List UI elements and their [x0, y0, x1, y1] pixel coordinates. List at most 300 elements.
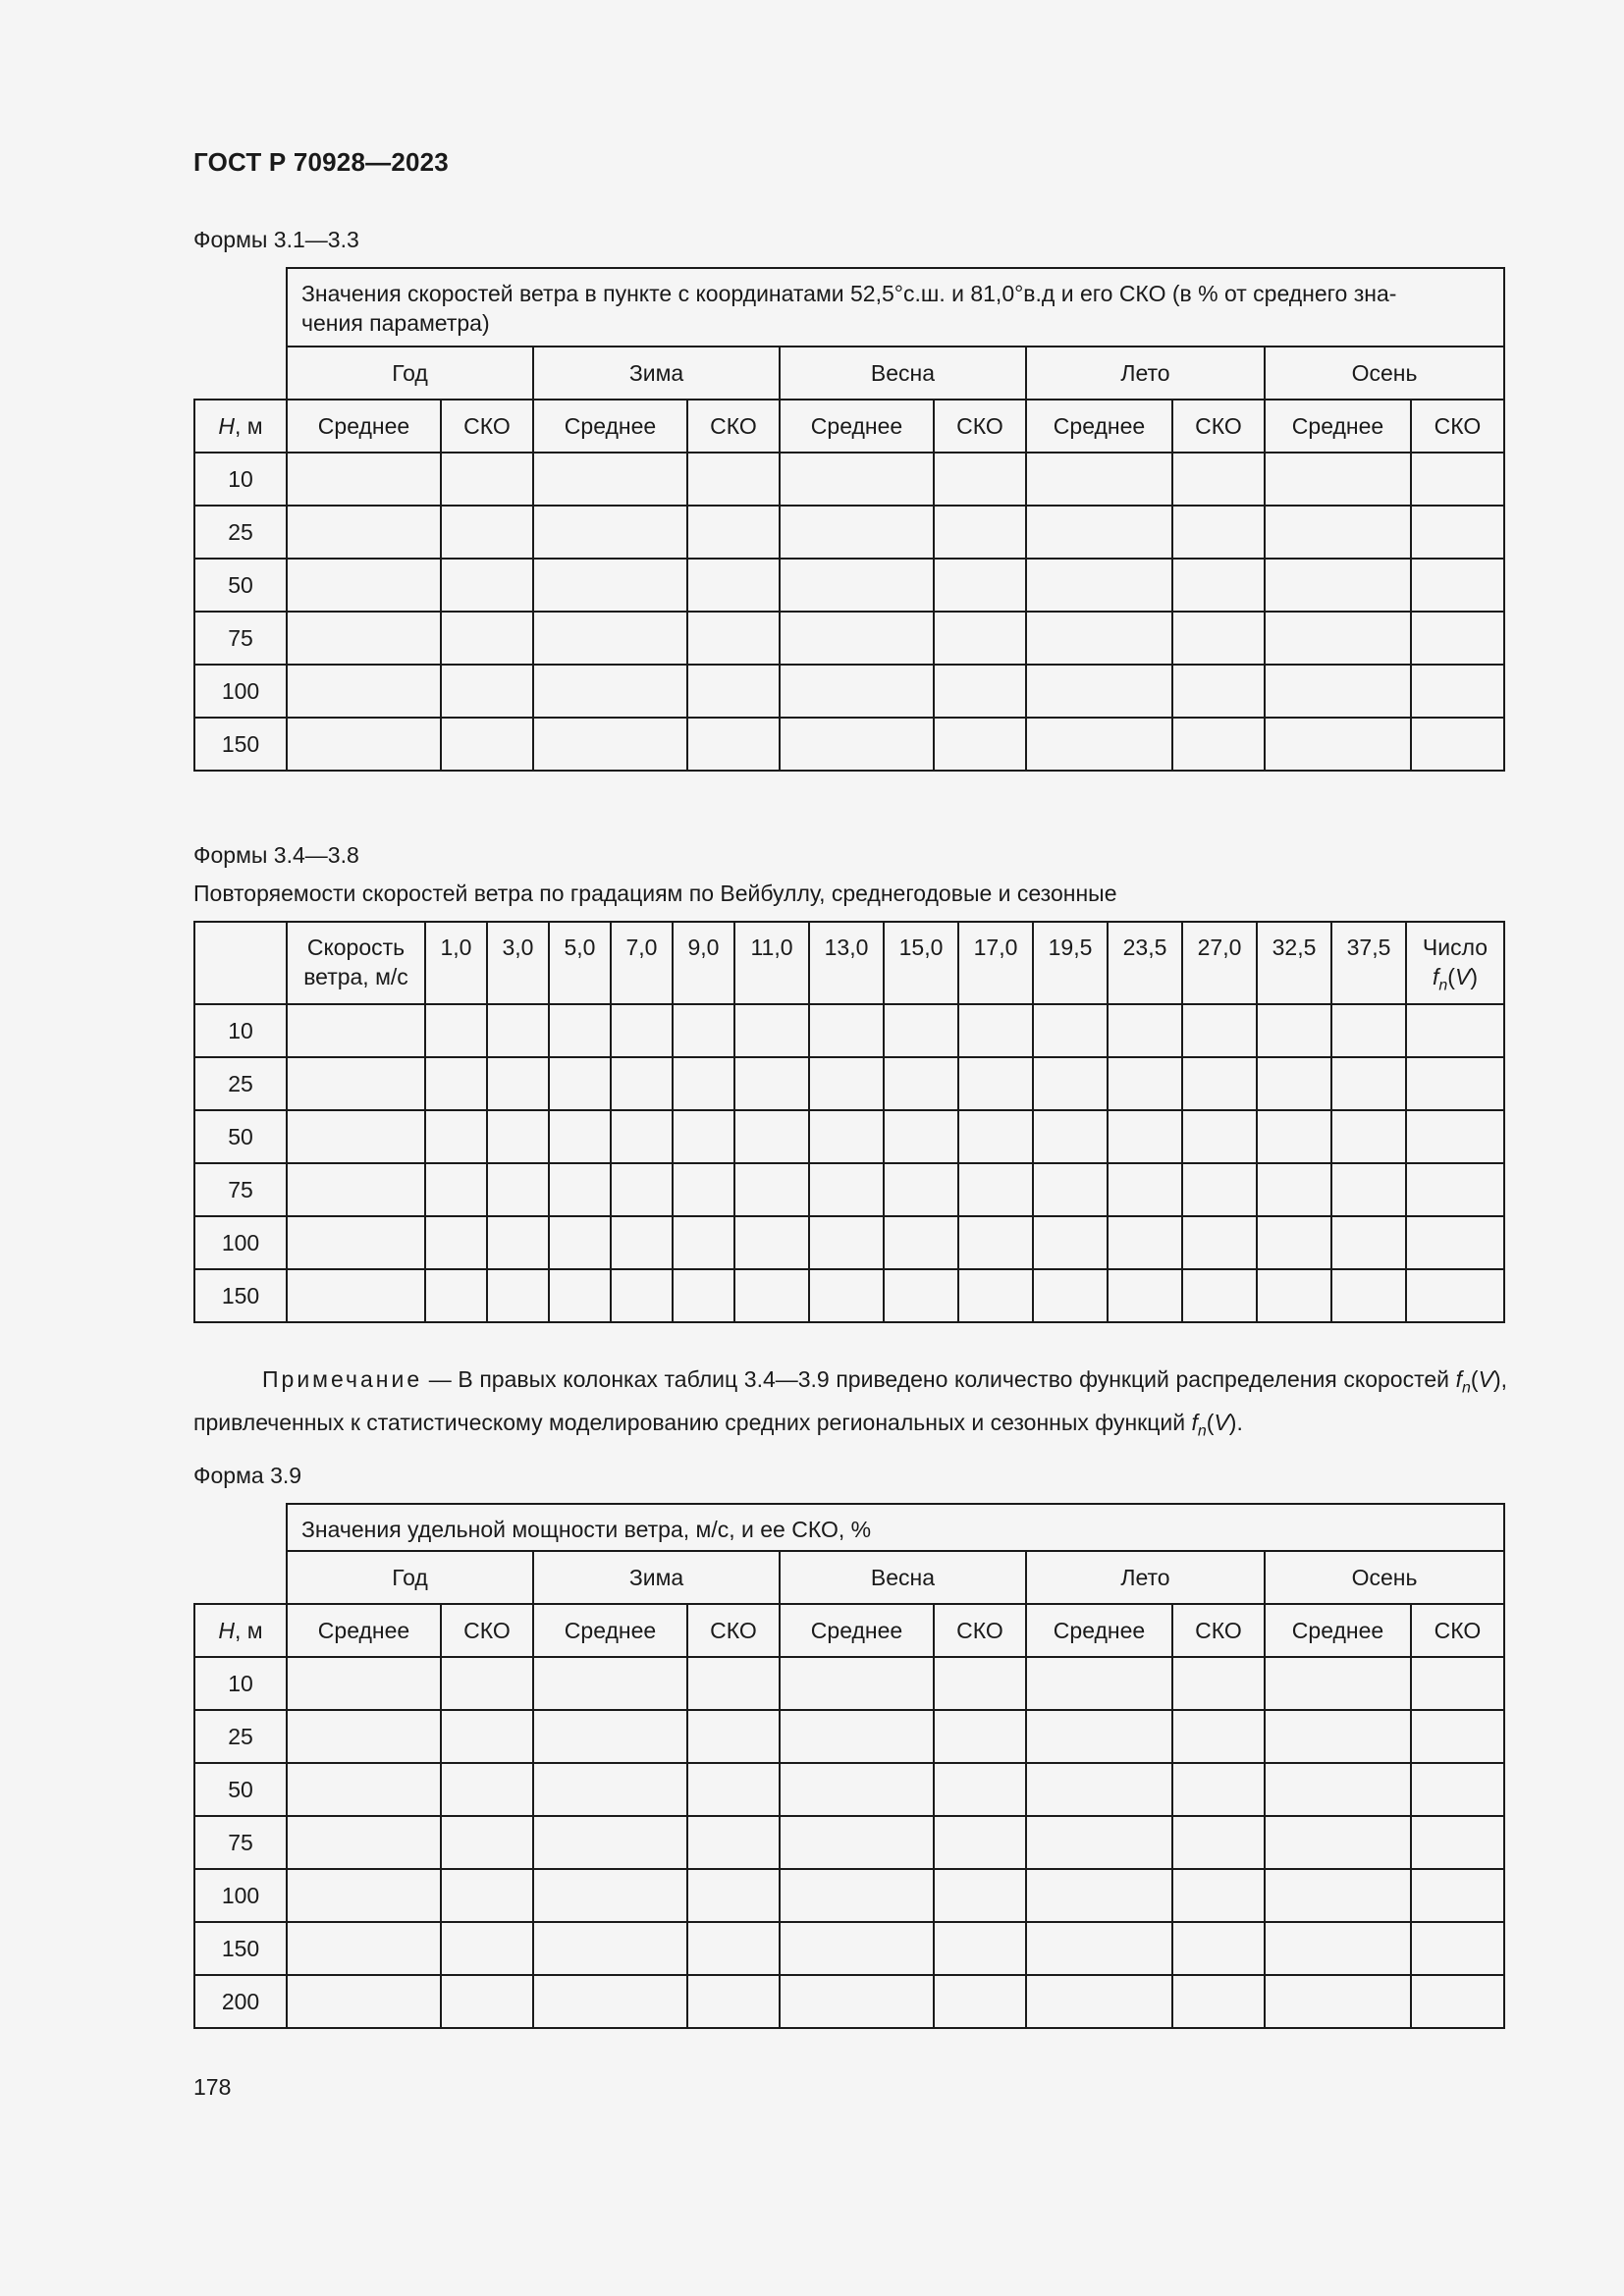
- empty-cell: [734, 1057, 809, 1110]
- height-cell: 75: [194, 612, 287, 665]
- height-cell: 10: [194, 1004, 287, 1057]
- empty-cell: [287, 665, 441, 718]
- empty-cell: [533, 506, 687, 559]
- empty-cell: [287, 1163, 425, 1216]
- form2-label: Формы 3.4—3.8: [193, 842, 359, 868]
- empty-cell: [1033, 1269, 1108, 1322]
- empty-cell: [287, 453, 441, 506]
- empty-cell: [1411, 559, 1504, 612]
- empty-cell: [1172, 506, 1265, 559]
- empty-cell: [1331, 1216, 1406, 1269]
- empty-cell: [1026, 506, 1172, 559]
- empty-cell: [487, 1004, 549, 1057]
- mean-header: Среднее: [1026, 1604, 1172, 1657]
- table-row: [194, 1216, 1504, 1269]
- sko-header: СКО: [441, 400, 533, 453]
- empty-cell: [780, 665, 934, 718]
- empty-cell: [934, 1975, 1026, 2028]
- mean-header: Среднее: [1265, 1604, 1411, 1657]
- subheader-row: [194, 1604, 1504, 1657]
- empty-cell: [934, 559, 1026, 612]
- empty-cell: [441, 1869, 533, 1922]
- empty-cell: [287, 1922, 441, 1975]
- empty-cell: [780, 1975, 934, 2028]
- empty-cell: [1172, 612, 1265, 665]
- note-prefix: Примечание: [262, 1366, 423, 1392]
- corner-cell: [194, 268, 287, 347]
- empty-cell: [441, 1710, 533, 1763]
- empty-cell: [287, 1710, 441, 1763]
- empty-cell: [611, 1057, 673, 1110]
- empty-cell: [1411, 1869, 1504, 1922]
- empty-cell: [780, 506, 934, 559]
- empty-cell: [687, 1816, 780, 1869]
- empty-cell: [809, 1110, 884, 1163]
- empty-cell: [1411, 453, 1504, 506]
- empty-cell: [780, 453, 934, 506]
- empty-cell: [1172, 1710, 1265, 1763]
- table-caption: Значения удельной мощности ветра, м/с, и ее СКО, %: [287, 1504, 1504, 1551]
- empty-cell: [1026, 453, 1172, 506]
- table-row: [194, 1816, 1504, 1869]
- corner-cell: [194, 1551, 287, 1604]
- empty-cell: [958, 1216, 1033, 1269]
- empty-cell: [1026, 559, 1172, 612]
- empty-cell: [533, 612, 687, 665]
- empty-cell: [1406, 1269, 1504, 1322]
- empty-cell: [425, 1269, 487, 1322]
- empty-cell: [1182, 1057, 1257, 1110]
- empty-cell: [441, 1816, 533, 1869]
- count-header: [1406, 922, 1504, 1004]
- form3-table: [193, 1503, 1505, 2029]
- empty-cell: [884, 1110, 958, 1163]
- sko-header: СКО: [1411, 1604, 1504, 1657]
- empty-cell: [1265, 1816, 1411, 1869]
- empty-cell: [1182, 1216, 1257, 1269]
- empty-cell: [441, 1763, 533, 1816]
- table-row: [194, 1163, 1504, 1216]
- empty-cell: [1331, 1057, 1406, 1110]
- empty-cell: [287, 612, 441, 665]
- empty-cell: [487, 1057, 549, 1110]
- empty-cell: [1026, 1710, 1172, 1763]
- height-cell: 10: [194, 453, 287, 506]
- empty-cell: [780, 559, 934, 612]
- sko-header: СКО: [934, 400, 1026, 453]
- empty-cell: [780, 1710, 934, 1763]
- height-cell: 100: [194, 1216, 287, 1269]
- table-row: [194, 506, 1504, 559]
- height-cell: 50: [194, 559, 287, 612]
- empty-cell: [934, 453, 1026, 506]
- empty-cell: [1172, 453, 1265, 506]
- count-formula: $f_n(V)$: [1433, 964, 1478, 994]
- gradation-header: 32,5: [1257, 922, 1331, 1004]
- empty-cell: [934, 1763, 1026, 1816]
- empty-cell: [673, 1216, 734, 1269]
- empty-cell: [673, 1057, 734, 1110]
- empty-cell: [1172, 1657, 1265, 1710]
- height-cell: 200: [194, 1975, 287, 2028]
- empty-cell: [441, 665, 533, 718]
- empty-cell: [1406, 1216, 1504, 1269]
- empty-cell: [1411, 718, 1504, 771]
- page-number: 178: [193, 2074, 232, 2100]
- season-row: [194, 347, 1504, 400]
- height-cell: 25: [194, 1710, 287, 1763]
- empty-cell: [673, 1163, 734, 1216]
- empty-cell: [1257, 1269, 1331, 1322]
- height-cell: 100: [194, 1869, 287, 1922]
- form2-subtitle: Повторяемости скоростей ветра по градациям по Вейбуллу, среднегодовые и сезонные: [193, 881, 1117, 906]
- sko-header: СКО: [441, 1604, 533, 1657]
- empty-cell: [934, 506, 1026, 559]
- table-caption: Значения скоростей ветра в пункте с координатами 52,5°с.ш. и 81,0°в.д и его СКО (в % от среднего зна- чения параметра): [287, 268, 1504, 347]
- height-cell: 25: [194, 506, 287, 559]
- empty-cell: [809, 1057, 884, 1110]
- table-row: [194, 559, 1504, 612]
- header-row: [194, 922, 1504, 1004]
- table-row: [194, 1004, 1504, 1057]
- season-row: [194, 1551, 1504, 1604]
- form1-label: Формы 3.1—3.3: [193, 227, 359, 252]
- empty-cell: [687, 1975, 780, 2028]
- height-cell: 50: [194, 1110, 287, 1163]
- season-header: Осень: [1265, 1551, 1504, 1604]
- empty-cell: [809, 1216, 884, 1269]
- speed-header: Скорость ветра, м/с: [287, 922, 425, 1004]
- empty-cell: [287, 1216, 425, 1269]
- empty-cell: [1172, 1922, 1265, 1975]
- empty-cell: [780, 612, 934, 665]
- empty-cell: [780, 1816, 934, 1869]
- empty-cell: [487, 1269, 549, 1322]
- empty-cell: [287, 559, 441, 612]
- table-row: [194, 1710, 1504, 1763]
- empty-cell: [287, 1816, 441, 1869]
- empty-cell: [1182, 1110, 1257, 1163]
- empty-cell: [1108, 1216, 1182, 1269]
- empty-cell: [1265, 665, 1411, 718]
- gradation-header: 15,0: [884, 922, 958, 1004]
- height-cell: 100: [194, 665, 287, 718]
- sko-header: СКО: [687, 1604, 780, 1657]
- empty-cell: [1033, 1057, 1108, 1110]
- empty-cell: [780, 718, 934, 771]
- form2-table: [193, 921, 1505, 1323]
- height-header: Н, м: [194, 400, 287, 453]
- season-header: Зима: [533, 1551, 780, 1604]
- height-cell: 25: [194, 1057, 287, 1110]
- empty-cell: [884, 1057, 958, 1110]
- empty-cell: [687, 1710, 780, 1763]
- corner-cell: [194, 922, 287, 1004]
- empty-cell: [673, 1269, 734, 1322]
- empty-cell: [687, 1657, 780, 1710]
- subheader-row: [194, 400, 1504, 453]
- empty-cell: [1026, 612, 1172, 665]
- empty-cell: [533, 559, 687, 612]
- form3-label: Форма 3.9: [193, 1463, 302, 1488]
- mean-header: Среднее: [287, 1604, 441, 1657]
- empty-cell: [934, 1922, 1026, 1975]
- empty-cell: [287, 1269, 425, 1322]
- empty-cell: [687, 1763, 780, 1816]
- empty-cell: [780, 1657, 934, 1710]
- empty-cell: [287, 1657, 441, 1710]
- empty-cell: [884, 1269, 958, 1322]
- mean-header: Среднее: [287, 400, 441, 453]
- sko-header: СКО: [687, 400, 780, 453]
- empty-cell: [287, 1057, 425, 1110]
- empty-cell: [1026, 718, 1172, 771]
- empty-cell: [287, 506, 441, 559]
- empty-cell: [1257, 1216, 1331, 1269]
- empty-cell: [1172, 1763, 1265, 1816]
- table-row: [194, 1975, 1504, 2028]
- empty-cell: [673, 1004, 734, 1057]
- gradation-header: 17,0: [958, 922, 1033, 1004]
- table-row: [194, 718, 1504, 771]
- empty-cell: [287, 718, 441, 771]
- empty-cell: [1026, 1763, 1172, 1816]
- empty-cell: [687, 1922, 780, 1975]
- height-cell: 150: [194, 1922, 287, 1975]
- empty-cell: [884, 1163, 958, 1216]
- empty-cell: [1172, 1869, 1265, 1922]
- table-row: [194, 665, 1504, 718]
- h-symbol: Н: [218, 413, 236, 439]
- corner-cell: [194, 1504, 287, 1551]
- empty-cell: [934, 1816, 1026, 1869]
- mean-header: Среднее: [533, 1604, 687, 1657]
- empty-cell: [1108, 1110, 1182, 1163]
- empty-cell: [487, 1216, 549, 1269]
- empty-cell: [934, 1710, 1026, 1763]
- empty-cell: [533, 1869, 687, 1922]
- season-header: Год: [287, 1551, 533, 1604]
- table-row: [194, 1763, 1504, 1816]
- empty-cell: [1406, 1163, 1504, 1216]
- empty-cell: [1265, 1975, 1411, 2028]
- empty-cell: [687, 665, 780, 718]
- empty-cell: [425, 1057, 487, 1110]
- height-cell: 75: [194, 1163, 287, 1216]
- empty-cell: [533, 1975, 687, 2028]
- empty-cell: [687, 1869, 780, 1922]
- empty-cell: [1411, 1710, 1504, 1763]
- empty-cell: [934, 1657, 1026, 1710]
- empty-cell: [1265, 1710, 1411, 1763]
- empty-cell: [533, 718, 687, 771]
- caption-row: [194, 268, 1504, 347]
- empty-cell: [1265, 1922, 1411, 1975]
- gradation-header: 5,0: [549, 922, 611, 1004]
- table-row: [194, 1057, 1504, 1110]
- season-header: Весна: [780, 347, 1026, 400]
- empty-cell: [1411, 1657, 1504, 1710]
- season-header: Осень: [1265, 347, 1504, 400]
- gradation-header: 11,0: [734, 922, 809, 1004]
- season-header: Весна: [780, 1551, 1026, 1604]
- empty-cell: [1108, 1269, 1182, 1322]
- corner-cell: [194, 347, 287, 400]
- empty-cell: [809, 1004, 884, 1057]
- empty-cell: [441, 453, 533, 506]
- empty-cell: [1411, 1816, 1504, 1869]
- mean-header: Среднее: [1265, 400, 1411, 453]
- table-row: [194, 1657, 1504, 1710]
- empty-cell: [934, 1869, 1026, 1922]
- empty-cell: [487, 1110, 549, 1163]
- sko-header: СКО: [1172, 400, 1265, 453]
- empty-cell: [425, 1004, 487, 1057]
- empty-cell: [780, 1763, 934, 1816]
- empty-cell: [1182, 1269, 1257, 1322]
- empty-cell: [734, 1163, 809, 1216]
- empty-cell: [1108, 1057, 1182, 1110]
- empty-cell: [1172, 718, 1265, 771]
- empty-cell: [934, 665, 1026, 718]
- empty-cell: [1265, 453, 1411, 506]
- empty-cell: [425, 1216, 487, 1269]
- count-label: Число: [1422, 934, 1489, 960]
- empty-cell: [287, 1004, 425, 1057]
- empty-cell: [809, 1163, 884, 1216]
- gradation-header: 7,0: [611, 922, 673, 1004]
- gradation-header: 3,0: [487, 922, 549, 1004]
- empty-cell: [884, 1216, 958, 1269]
- gradation-header: 23,5: [1108, 922, 1182, 1004]
- empty-cell: [1172, 1975, 1265, 2028]
- empty-cell: [1411, 612, 1504, 665]
- sko-header: СКО: [934, 1604, 1026, 1657]
- empty-cell: [934, 718, 1026, 771]
- table-row: [194, 1869, 1504, 1922]
- sko-header: СКО: [1172, 1604, 1265, 1657]
- empty-cell: [1182, 1004, 1257, 1057]
- season-header: Лето: [1026, 347, 1265, 400]
- empty-cell: [611, 1004, 673, 1057]
- empty-cell: [1265, 506, 1411, 559]
- empty-cell: [1411, 506, 1504, 559]
- empty-cell: [1411, 1975, 1504, 2028]
- empty-cell: [533, 1922, 687, 1975]
- empty-cell: [1026, 1657, 1172, 1710]
- empty-cell: [425, 1110, 487, 1163]
- empty-cell: [780, 1869, 934, 1922]
- gradation-header: 19,5: [1033, 922, 1108, 1004]
- empty-cell: [1411, 665, 1504, 718]
- table-row: [194, 1269, 1504, 1322]
- empty-cell: [533, 665, 687, 718]
- empty-cell: [687, 506, 780, 559]
- height-cell: 150: [194, 718, 287, 771]
- empty-cell: [1257, 1057, 1331, 1110]
- empty-cell: [958, 1163, 1033, 1216]
- height-cell: 10: [194, 1657, 287, 1710]
- empty-cell: [533, 1763, 687, 1816]
- empty-cell: [287, 1975, 441, 2028]
- empty-cell: [549, 1110, 611, 1163]
- gradation-header: 1,0: [425, 922, 487, 1004]
- empty-cell: [673, 1110, 734, 1163]
- empty-cell: [1265, 718, 1411, 771]
- empty-cell: [549, 1216, 611, 1269]
- empty-cell: [1257, 1110, 1331, 1163]
- empty-cell: [425, 1163, 487, 1216]
- empty-cell: [487, 1163, 549, 1216]
- empty-cell: [441, 559, 533, 612]
- empty-cell: [1406, 1057, 1504, 1110]
- empty-cell: [441, 718, 533, 771]
- empty-cell: [1406, 1110, 1504, 1163]
- empty-cell: [1257, 1163, 1331, 1216]
- empty-cell: [1172, 559, 1265, 612]
- note: [193, 1362, 1507, 1448]
- caption-row: [194, 1504, 1504, 1551]
- height-header: Н, м: [194, 1604, 287, 1657]
- mean-header: Среднее: [780, 400, 934, 453]
- empty-cell: [611, 1163, 673, 1216]
- empty-cell: [1108, 1004, 1182, 1057]
- empty-cell: [1265, 1869, 1411, 1922]
- empty-cell: [441, 1657, 533, 1710]
- season-header: Год: [287, 347, 533, 400]
- empty-cell: [1033, 1163, 1108, 1216]
- empty-cell: [687, 453, 780, 506]
- height-cell: 150: [194, 1269, 287, 1322]
- empty-cell: [884, 1004, 958, 1057]
- empty-cell: [1265, 559, 1411, 612]
- empty-cell: [549, 1269, 611, 1322]
- empty-cell: [687, 718, 780, 771]
- empty-cell: [1026, 665, 1172, 718]
- empty-cell: [611, 1216, 673, 1269]
- height-cell: 75: [194, 1816, 287, 1869]
- mean-header: Среднее: [533, 400, 687, 453]
- empty-cell: [809, 1269, 884, 1322]
- gradation-header: 37,5: [1331, 922, 1406, 1004]
- empty-cell: [958, 1004, 1033, 1057]
- empty-cell: [734, 1269, 809, 1322]
- empty-cell: [1033, 1110, 1108, 1163]
- empty-cell: [1026, 1816, 1172, 1869]
- empty-cell: [1026, 1975, 1172, 2028]
- empty-cell: [549, 1163, 611, 1216]
- empty-cell: [1265, 612, 1411, 665]
- gradation-header: 9,0: [673, 922, 734, 1004]
- gradation-header: 13,0: [809, 922, 884, 1004]
- empty-cell: [1331, 1269, 1406, 1322]
- empty-cell: [1026, 1922, 1172, 1975]
- empty-cell: [734, 1004, 809, 1057]
- empty-cell: [611, 1269, 673, 1322]
- empty-cell: [287, 1763, 441, 1816]
- table-row: [194, 1922, 1504, 1975]
- table-row: [194, 1110, 1504, 1163]
- empty-cell: [687, 612, 780, 665]
- empty-cell: [287, 1869, 441, 1922]
- empty-cell: [611, 1110, 673, 1163]
- empty-cell: [1172, 665, 1265, 718]
- empty-cell: [1265, 1657, 1411, 1710]
- empty-cell: [441, 1922, 533, 1975]
- empty-cell: [1033, 1216, 1108, 1269]
- empty-cell: [1172, 1816, 1265, 1869]
- empty-cell: [441, 1975, 533, 2028]
